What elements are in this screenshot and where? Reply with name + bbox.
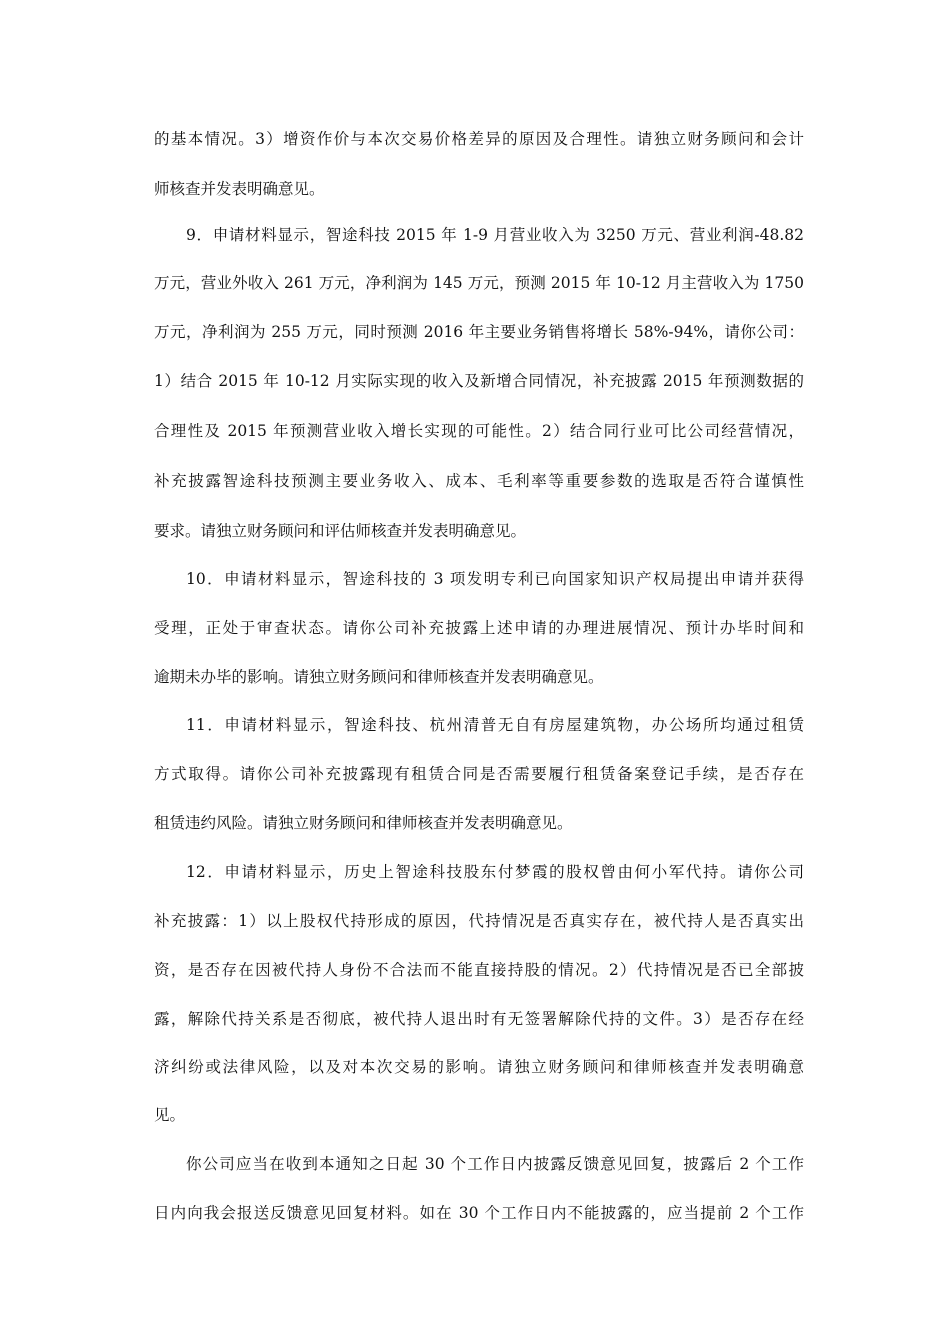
text-line: 租赁违约风险。请独立财务顾问和律师核查并发表明确意见。 (154, 814, 573, 832)
text-line: 见。 (154, 1106, 186, 1124)
text-line: 万元，净利润为 255 万元，同时预测 2016 年主要业务销售将增长 58%-94%，请你公司： (154, 323, 804, 341)
text-line: 万元，营业外收入 261 万元，净利润为 145 万元，预测 2015 年 10-12 月主营收入为 1750 (154, 274, 804, 292)
text-line: 日内向我会报送反馈意见回复材料。如在 30 个工作日内不能披露的，应当提前 2 个工作 (154, 1204, 804, 1222)
text-line: 补充披露：1）以上股权代持形成的原因，代持情况是否真实存在，被代持人是否真实出 (154, 912, 804, 930)
text-line: 1）结合 2015 年 10-12 月实际实现的收入及新增合同情况，补充披露 2015 年预测数据的 (154, 372, 804, 390)
text-line: 9．申请材料显示，智途科技 2015 年 1-9 月营业收入为 3250 万元、营业利润-48.82 (186, 226, 804, 244)
text-line: 受理，正处于审查状态。请你公司补充披露上述申请的办理进展情况、预计办毕时间和 (154, 619, 804, 637)
text-line: 要求。请独立财务顾问和评估师核查并发表明确意见。 (154, 522, 527, 540)
text-line: 合理性及 2015 年预测营业收入增长实现的可能性。2）结合同行业可比公司经营情况， (154, 422, 804, 440)
text-line: 你公司应当在收到本通知之日起 30 个工作日内披露反馈意见回复，披露后 2 个工作 (186, 1155, 804, 1173)
text-line: 的基本情况。3）增资作价与本次交易价格差异的原因及合理性。请独立财务顾问和会计 (154, 130, 804, 148)
text-line: 露，解除代持关系是否彻底，被代持人退出时有无签署解除代持的文件。3）是否存在经 (154, 1010, 804, 1028)
text-line: 12．申请材料显示，历史上智途科技股东付梦霞的股权曾由何小军代持。请你公司 (186, 863, 804, 881)
text-line: 10．申请材料显示，智途科技的 3 项发明专利已向国家知识产权局提出申请并获得 (186, 570, 804, 588)
text-line: 补充披露智途科技预测主要业务收入、成本、毛利率等重要参数的选取是否符合谨慎性 (154, 472, 804, 490)
text-line: 11．申请材料显示，智途科技、杭州清普无自有房屋建筑物，办公场所均通过租赁 (186, 716, 804, 734)
text-line: 逾期未办毕的影响。请独立财务顾问和律师核查并发表明确意见。 (154, 668, 604, 686)
text-line: 资，是否存在因被代持人身份不合法而不能直接持股的情况。2）代持情况是否已全部披 (154, 961, 804, 979)
text-line: 师核查并发表明确意见。 (154, 180, 325, 198)
text-line: 济纠纷或法律风险，以及对本次交易的影响。请独立财务顾问和律师核查并发表明确意 (154, 1058, 804, 1076)
text-line: 方式取得。请你公司补充披露现有租赁合同是否需要履行租赁备案登记手续，是否存在 (154, 765, 804, 783)
